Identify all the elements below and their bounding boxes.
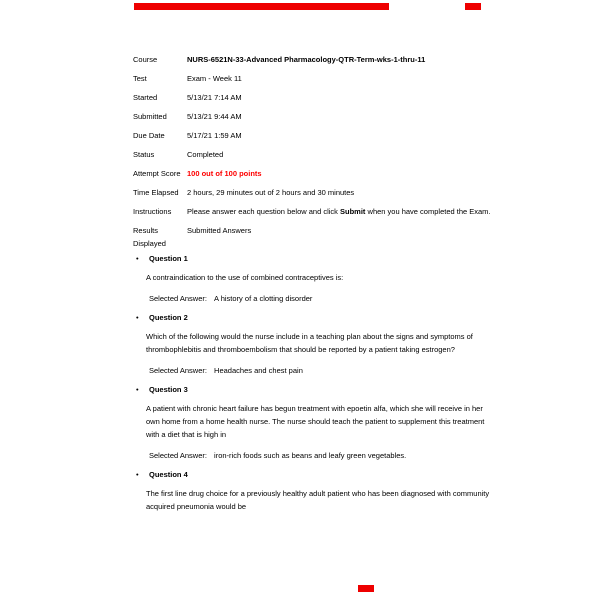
meta-label: Results Displayed: [133, 226, 166, 248]
questions-list: [133, 252, 491, 513]
meta-row-submitted: [133, 110, 491, 123]
question-heading: [133, 468, 491, 481]
question-body: A contraindication to the use of combined contraceptives is:: [146, 273, 344, 282]
selected-answer-label: Selected Answer:: [149, 294, 207, 303]
question-title: Question 2: [149, 313, 188, 322]
time-elapsed-value: 2 hours, 29 minutes out of 2 hours and 30 minutes: [187, 188, 355, 197]
meta-row-results-displayed: [133, 224, 491, 250]
bottom-square-redaction: [358, 585, 374, 592]
bullet-icon: •: [136, 313, 139, 322]
question-item-1: [133, 252, 491, 305]
question-body: The first line drug choice for a previously healthy adult patient who has been diagnosed with community acquired pneumonia would be: [146, 489, 490, 511]
question-heading: [133, 383, 491, 396]
question-body: A patient with chronic heart failure has begun treatment with epoetin alfa, which she will receive in her own home from a home health nurse. The nurse should teach the patient to supplement this treatment with a diet that is high in: [146, 404, 485, 439]
started-timestamp: 5/13/21 7:14 AM: [187, 93, 242, 102]
meta-label: Attempt Score: [133, 169, 181, 178]
meta-label: Status: [133, 150, 155, 159]
instructions-submit-word: Submit: [340, 207, 366, 216]
instructions-text-post: when you have completed the Exam.: [365, 207, 491, 216]
selected-answer-label: Selected Answer:: [149, 451, 207, 460]
instructions-value: [187, 205, 491, 218]
instructions-text-pre: Please answer each question below and click: [187, 207, 341, 216]
selected-answer-label: Selected Answer:: [149, 366, 207, 375]
question-heading: [133, 252, 491, 265]
status-value: Completed: [187, 150, 224, 159]
selected-answer-row: [149, 364, 491, 377]
meta-label: Test: [133, 74, 147, 83]
meta-label: Started: [133, 93, 158, 102]
question-title: Question 4: [149, 470, 188, 479]
exam-review-document: [133, 53, 491, 513]
meta-row-test: [133, 72, 491, 85]
top-square-redaction: [465, 3, 481, 10]
selected-answer-text: Headaches and chest pain: [214, 366, 303, 375]
question-item-2: [133, 311, 491, 377]
attempt-score-value: 100 out of 100 points: [187, 169, 262, 178]
meta-row-time-elapsed: [133, 186, 491, 199]
question-title: Question 3: [149, 385, 188, 394]
meta-row-started: [133, 91, 491, 104]
meta-row-due-date: [133, 129, 491, 142]
bullet-icon: •: [136, 254, 139, 263]
course-name: NURS-6521N-33-Advanced Pharmacology-QTR-Term-wks-1-thru-11: [187, 55, 426, 64]
meta-row-status: [133, 148, 491, 161]
meta-row-attempt-score: [133, 167, 491, 180]
submitted-timestamp: 5/13/21 9:44 AM: [187, 112, 242, 121]
meta-label: Instructions: [133, 207, 172, 216]
meta-label: Submitted: [133, 112, 167, 121]
meta-row-course: [133, 53, 491, 66]
bullet-icon: •: [136, 470, 139, 479]
top-bar-redaction: [134, 3, 389, 10]
meta-label: Due Date: [133, 131, 165, 140]
question-item-3: [133, 383, 491, 462]
bullet-icon: •: [136, 385, 139, 394]
due-date-timestamp: 5/17/21 1:59 AM: [187, 131, 242, 140]
selected-answer-row: [149, 292, 491, 305]
selected-answer-text: iron-rich foods such as beans and leafy green vegetables.: [214, 451, 407, 460]
exam-metadata-table: [133, 53, 491, 250]
meta-row-instructions: [133, 205, 491, 218]
question-item-4: [133, 468, 491, 513]
meta-label: Time Elapsed: [133, 188, 179, 197]
question-title: Question 1: [149, 254, 188, 263]
meta-label: Course: [133, 55, 158, 64]
question-heading: [133, 311, 491, 324]
test-name: Exam - Week 11: [187, 74, 242, 83]
selected-answer-text: A history of a clotting disorder: [214, 294, 313, 303]
question-body: Which of the following would the nurse include in a teaching plan about the signs and symptoms of thrombophlebitis and thromboembolism that should be reported by a patient taking estrogen?: [146, 332, 473, 354]
selected-answer-row: [149, 449, 491, 462]
results-displayed-value: Submitted Answers: [187, 226, 252, 235]
